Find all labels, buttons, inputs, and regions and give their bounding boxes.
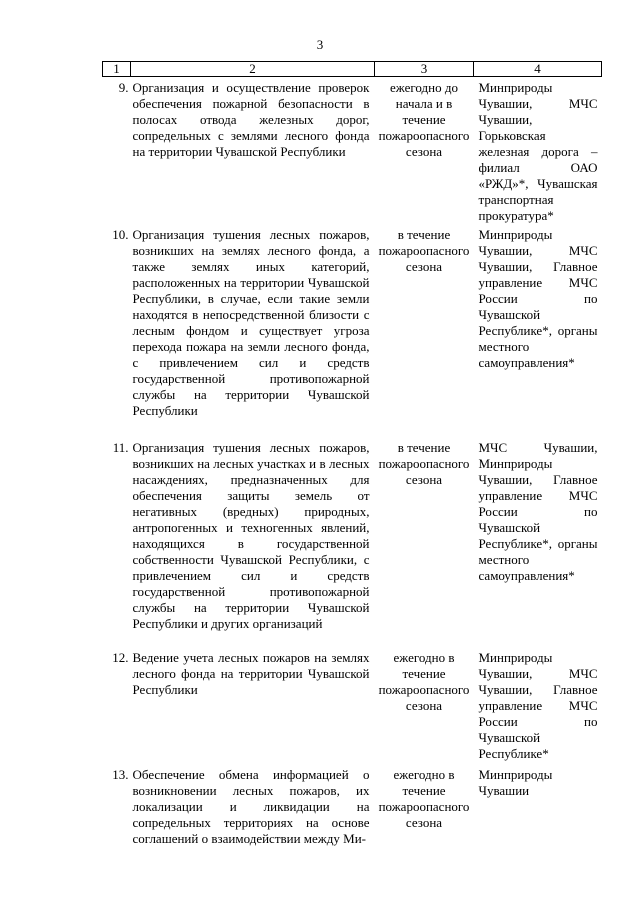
row-task: Организация тушения лесных пожаров, возникших на лесных участках и в лесных насаждениях, предназначенных для обеспечения защиты земель от негативных (вредных) природных, антропогенных и техногенных явлений, находящихся в государственной собственности Чувашской Республики, с привлечением сил и средств государственной противопожарной службы на территории Чувашской Республики и других организаций: [132, 440, 370, 631]
row-number: 11.: [112, 440, 129, 455]
table-row: [103, 764, 602, 857]
row-number: 10.: [112, 227, 129, 242]
row-term: в течение пожароопасного сезона: [378, 440, 470, 487]
table-row: [103, 647, 602, 764]
row-number: 12.: [112, 650, 129, 665]
row-task: Организация и осуществление проверок обеспечения пожарной безопасности в полосах отвода железных дорог, сопредельных с землями лесного фонда на территории Чувашской Республики: [132, 80, 370, 159]
row-term: ежегодно до начала и в течение пожароопасного сезона: [378, 80, 470, 159]
header-col-1: 1: [103, 62, 131, 77]
row-task: Организация тушения лесных пожаров, возникших на землях лесного фонда, а также землях иных категорий, расположенных на территории Чувашской Республики, в случае, если такие земли находятся в непосредственной близости с лесным фондом и существует угроза перехода пожара на земли лесного фонда, с привлечением сил и средств государственной противопожарной службы на территории Чувашской Республики: [132, 227, 370, 418]
row-task: Ведение учета лесных пожаров на землях лесного фонда на территории Чувашской Республики: [132, 650, 370, 697]
header-col-3: 3: [375, 62, 474, 77]
row-executors: Минприроды Чувашии, МЧС Чувашии, Главное управление МЧС России по Чувашской Республике*, органы местного самоуправления*: [478, 227, 598, 370]
row-executors: МЧС Чувашии, Минприроды Чувашии, Главное управление МЧС России по Чувашской Республике*, органы местного самоуправления*: [478, 440, 598, 583]
row-task: Обеспечение обмена информацией о возникновении лесных пожаров, их локализации и ликвидации на сопредельных территориях на основе соглашений о взаимодействии между Ми-: [132, 767, 370, 846]
row-number: 9.: [118, 80, 129, 95]
header-col-2: 2: [131, 62, 375, 77]
table-header-row: [103, 62, 602, 77]
row-number: 13.: [112, 767, 129, 782]
measures-table: [102, 61, 602, 857]
table-row: [103, 77, 602, 225]
table-row: [103, 437, 602, 647]
row-executors: Минприроды Чувашии: [478, 767, 553, 798]
row-term: в течение пожароопасного сезона: [378, 227, 470, 274]
row-term: ежегодно в течение пожароопасного сезона: [378, 767, 470, 830]
page-number: 3: [316, 37, 324, 52]
row-term: ежегодно в течение пожароопасного сезона: [378, 650, 470, 713]
table-row: [103, 224, 602, 437]
row-executors: Минприроды Чувашии, МЧС Чувашии, Главное управление МЧС России по Чувашской Республике*: [478, 650, 598, 761]
row-executors: Минприроды Чувашии, МЧС Чувашии, Горьковская железная дорога – филиал ОАО «РЖД»*, Чувашская транспортная прокуратура*: [478, 80, 598, 223]
header-col-4: 4: [474, 62, 602, 77]
